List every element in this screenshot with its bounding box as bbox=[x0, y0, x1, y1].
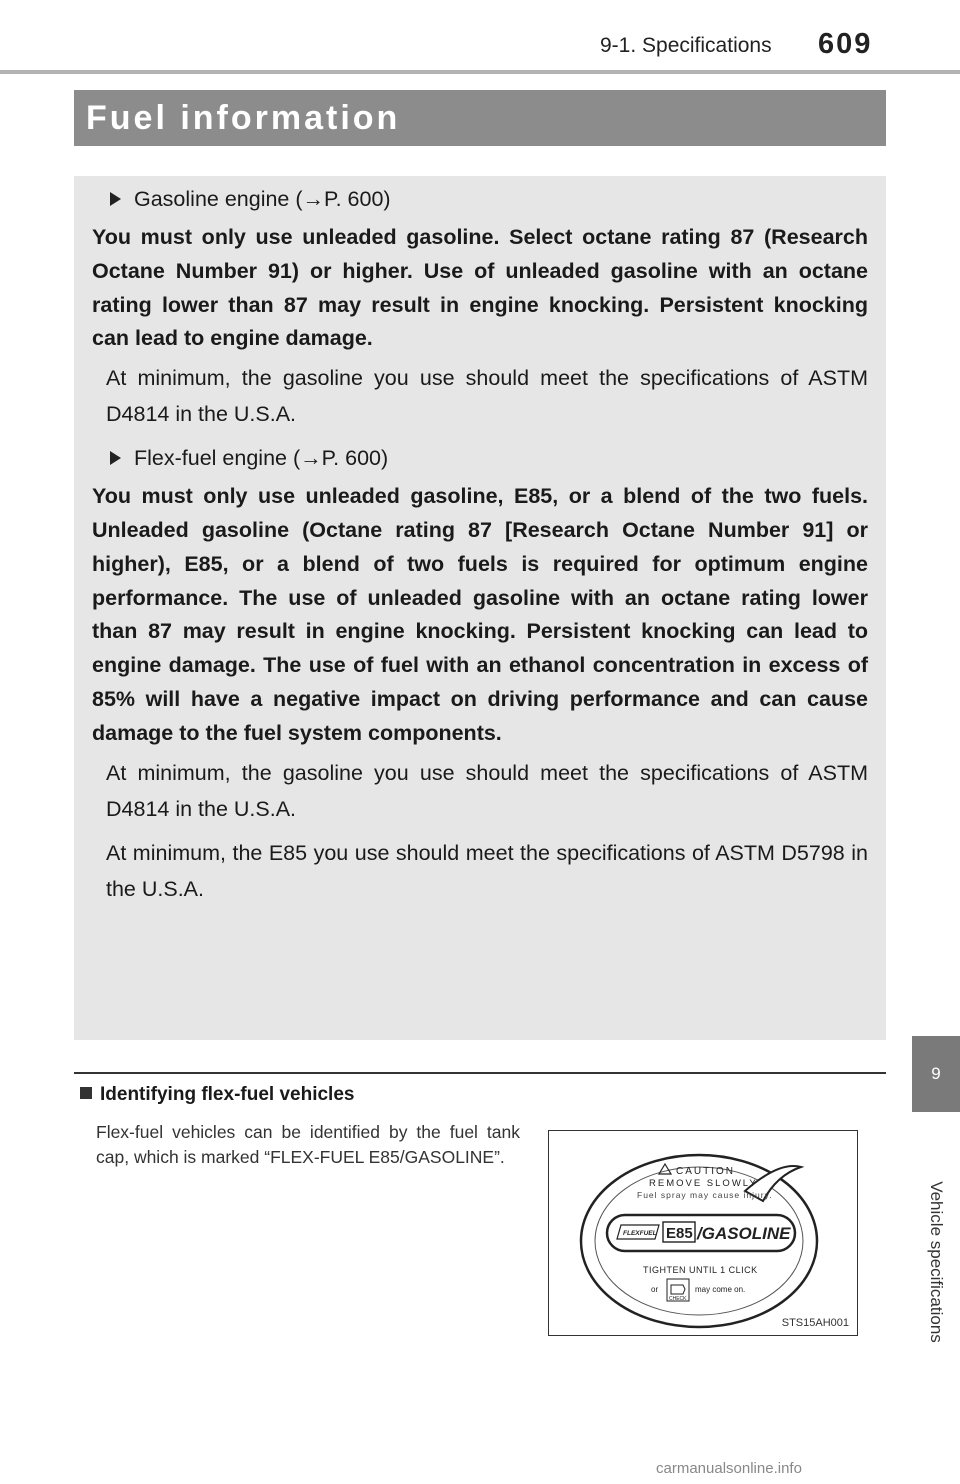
subsection-heading-text: Identifying flex-fuel vehicles bbox=[100, 1084, 355, 1105]
gasoline-spec-note: At minimum, the gasoline you use should meet the specifications of ASTM D4814 in the U.S.A. bbox=[106, 366, 868, 427]
e85-spec-note: At minimum, the E85 you use should meet the specifications of ASTM D5798 in the U.S.A. bbox=[106, 840, 868, 901]
flex-fuel-requirement-text: You must only use unleaded gasoline, E85, or a blend of the two fuels. Unleaded gasoline (Octane rating 87 [Research Octane Number 91] or higher), E85, or a blend of two fuels is required for optimum engine performance. The use of unleaded gasoline with an octane rating lower than 87 may result in engine knocking. Persistent knocking can lead to engine damage. The use of fuel with an ethanol concentration in excess of 85% will have a negative impact on driving performance and can cause damage to the fuel system components. bbox=[92, 484, 868, 745]
subsection-text: Flex-fuel vehicles can be identified by the fuel tank cap, which is marked “FLEX-FUEL E85/GASOLINE”. bbox=[96, 1122, 520, 1167]
spray-warning-text: Fuel spray may cause injury. bbox=[637, 1190, 773, 1200]
figure-code: STS15AH001 bbox=[781, 1317, 849, 1329]
bullet-text: Gasoline engine (→P. 600) bbox=[134, 187, 391, 211]
bullet-text: Flex-fuel engine (→P. 600) bbox=[134, 446, 389, 471]
bullet-gasoline-engine bbox=[92, 181, 868, 217]
caution-text: CAUTION bbox=[676, 1166, 735, 1177]
or-text: or bbox=[651, 1285, 659, 1294]
bullet-flex-fuel-engine bbox=[92, 440, 868, 476]
fuel-cap-illustration bbox=[549, 1131, 857, 1335]
section-rule bbox=[74, 1072, 886, 1074]
bullet-triangle-icon bbox=[110, 451, 121, 465]
remove-slowly-text: REMOVE SLOWLY bbox=[649, 1178, 758, 1189]
page-number: 609 bbox=[818, 28, 873, 60]
header-rule bbox=[0, 70, 960, 74]
may-come-on-text: may come on. bbox=[695, 1285, 746, 1294]
tighten-text: TIGHTEN UNTIL 1 CLICK bbox=[643, 1265, 758, 1275]
watermark: carmanualsonline.info bbox=[656, 1460, 802, 1477]
flex-gasoline-spec-note: At minimum, the gasoline you use should meet the specifications of ASTM D4814 in the U.S.A. bbox=[106, 760, 868, 821]
page-title: Fuel information bbox=[86, 99, 401, 137]
title-bar bbox=[74, 90, 886, 146]
subsection-heading bbox=[80, 1084, 354, 1106]
chapter-tab bbox=[912, 1036, 960, 1112]
bullet-triangle-icon bbox=[110, 192, 121, 206]
content-box bbox=[74, 176, 886, 1040]
square-bullet-icon bbox=[80, 1087, 92, 1099]
check-label: CHECK bbox=[669, 1296, 687, 1302]
chapter-number: 9 bbox=[931, 1064, 941, 1083]
header-section-title: 9-1. Specifications bbox=[600, 34, 772, 57]
fuel-cap-figure bbox=[548, 1130, 858, 1336]
gasoline-requirement-text: You must only use unleaded gasoline. Select octane rating 87 (Research Octane Number 91) or higher. Use of unleaded gasoline with an octane rating lower than 87 may result in engine knocking. Persistent knocking can lead to engine damage. bbox=[92, 225, 868, 351]
e85-text: E85 bbox=[666, 1225, 693, 1242]
chapter-label: Vehicle specifications bbox=[927, 1181, 946, 1343]
flexfuel-text: FLEXFUEL bbox=[623, 1230, 657, 1237]
gasoline-text: /GASOLINE bbox=[697, 1224, 791, 1243]
